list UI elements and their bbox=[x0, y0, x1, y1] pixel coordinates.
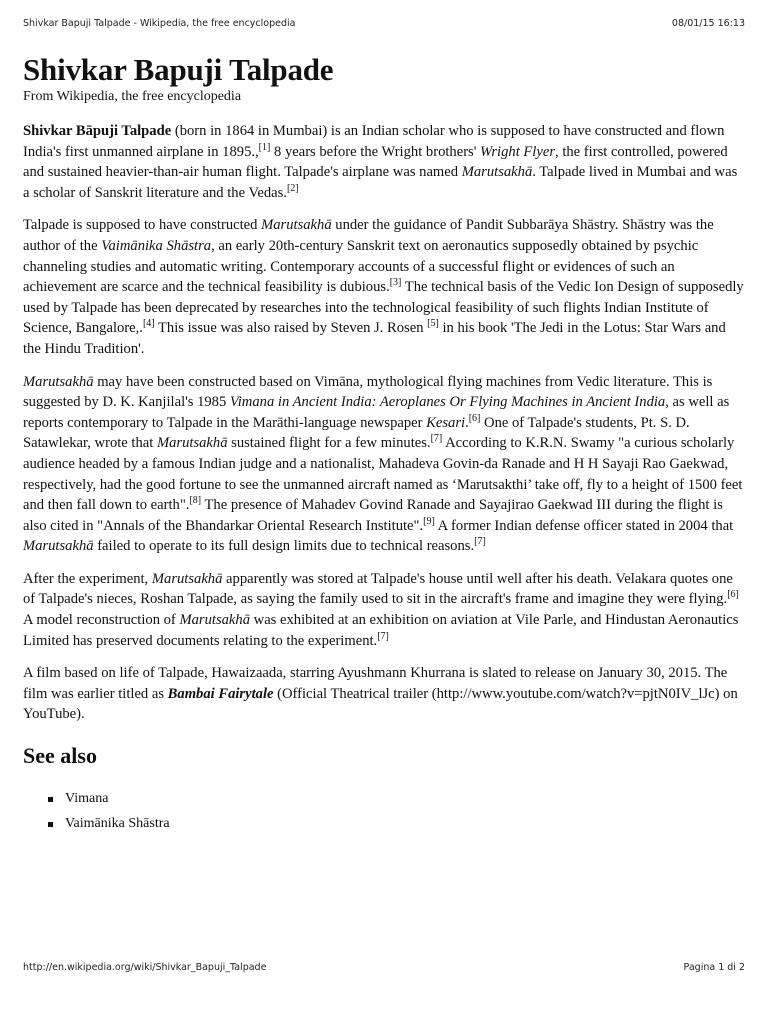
italic-marutsakha: Marutsakhā bbox=[179, 612, 250, 629]
italic-marutsakha: Marutsakhā bbox=[461, 164, 533, 181]
citation-9[interactable]: [9] bbox=[423, 515, 435, 527]
italic-marutsakha: Marutsakhā bbox=[151, 570, 223, 587]
text: A model reconstruction of bbox=[23, 612, 180, 629]
text: A film based on life of Talpade, Hawaizaada, starring Ayushmann Khurrana is slated to release on January 30, 2015. The film was earlier titled as bbox=[23, 665, 728, 702]
italic-book-title: Vimana in Ancient India: Aeroplanes Or Flying Machines in Ancient India bbox=[229, 394, 666, 411]
paragraph-after-experiment bbox=[23, 569, 745, 651]
text: apparently was stored at Talpade's house until well after his death. Velakara quotes one of Talpade's nieces, Roshan Talpade, as saying the family used to sit in the aircraft's frame and imagine they were flying. bbox=[23, 570, 733, 608]
text: sustained flight for a few minutes. bbox=[227, 435, 431, 452]
citation-6[interactable]: [6] bbox=[468, 412, 481, 424]
italic-marutsakha: Marutsakhā bbox=[23, 538, 94, 555]
text: A former Indian defense officer stated in 2004 that bbox=[434, 517, 734, 534]
bold-name: Shivkar Bāpuji Talpade bbox=[23, 123, 172, 139]
citation-4[interactable]: [4] bbox=[142, 318, 155, 330]
print-header-title: Shivkar Bapuji Talpade - Wikipedia, the free encyclopedia bbox=[23, 18, 296, 29]
text: One of Talpade's students, Pt. S. D. Satawlekar, wrote that bbox=[23, 414, 690, 452]
italic-marutsakha: Marutsakhā bbox=[261, 217, 332, 234]
page-subtitle: From Wikipedia, the free encyclopedia bbox=[23, 89, 242, 104]
paragraph-vimana bbox=[23, 372, 745, 557]
see-also-item-vaimanika-shastra[interactable]: Vaimānika Shāstra bbox=[44, 816, 745, 832]
text: According to K.R.N. Swamy "a curious scholarly audience headed by a famous Indian judge and a nationalist, Mahadeva Govin-da Ranade and H H Sayaji Rao Gaekwad, respectively, had the good fortune to see the unmanned aircraft named as ‘Marutsakthi’ take off, fly to a height of 1500 feet and then fall down to earth". bbox=[23, 435, 743, 514]
citation-6[interactable]: [6] bbox=[727, 589, 739, 601]
text: 8 years before the Wright brothers' bbox=[270, 143, 481, 160]
text: , an early 20th-century Sanskrit text on aeronautics supposedly obtained by psychic channeling studies and automatic writing. Contemporary accounts of a successful flight or evidences of such an achievement are scarce and the technical feasibility is dubious. bbox=[23, 237, 699, 296]
citation-7[interactable]: [7] bbox=[430, 433, 443, 445]
citation-7[interactable]: [7] bbox=[474, 536, 486, 548]
page-title: Shivkar Bapuji Talpade bbox=[23, 52, 334, 87]
article bbox=[23, 52, 745, 841]
print-footer-url: http://en.wikipedia.org/wiki/Shivkar_Bapuji_Talpade bbox=[23, 962, 267, 973]
text: was exhibited at an exhibition on aviation at Vile Parle, and Hindustan Aeronautics Limited has preserved documents relating to the experiment. bbox=[23, 612, 739, 649]
text: (born in 1864 in Mumbai) is an Indian scholar who is supposed to have constructed and flown India's first unmanned airplane in 1895., bbox=[23, 123, 725, 160]
link-kesari[interactable]: Kesari bbox=[426, 414, 466, 431]
text: (Official Theatrical trailer (http://www.youtube.com/watch?v=pjtN0IV_lJc) on YouTube). bbox=[23, 685, 738, 723]
text: The presence of Mahadev Govind Ranade and Sayajirao Gaekwad III during the flight is also cited in "Annals of the Bhandarkar Oriental Research Institute". bbox=[23, 497, 723, 534]
citation-3[interactable]: [3] bbox=[389, 277, 402, 289]
paragraph-intro bbox=[23, 121, 745, 203]
italic-marutsakha: Marutsakhā bbox=[156, 435, 228, 452]
link-wright-flyer[interactable]: Wright Flyer bbox=[480, 143, 556, 160]
text: may have been constructed based on Vimāna, mythological flying machines from Vedic literature. This is suggested by D. K. Kanjilal's 1985 bbox=[23, 373, 713, 411]
print-footer-page: Pagina 1 di 2 bbox=[683, 962, 745, 973]
citation-2[interactable]: [2] bbox=[286, 182, 299, 194]
bold-italic-film-title: Bambai Fairytale bbox=[167, 685, 274, 702]
text: The technical basis of the Vedic Ion Design of supposedly used by Talpade has been deprecated by researches into the technological feasibility of such flights Indian Institute of Science, Bangalore,. bbox=[23, 279, 744, 337]
citation-1[interactable]: [1] bbox=[258, 141, 271, 153]
italic-marutsakha: Marutsakhā bbox=[23, 373, 94, 390]
text: Talpade is supposed to have constructed bbox=[23, 217, 262, 234]
citation-8[interactable]: [8] bbox=[189, 495, 202, 507]
citation-7[interactable]: [7] bbox=[377, 630, 389, 642]
text: , as well as reports contemporary to Talpade in the Marāthi-language newspaper bbox=[23, 394, 730, 431]
text: in his book 'The Jedi in the Lotus: Star Wars and the Hindu Tradition'. bbox=[23, 320, 726, 357]
text: . bbox=[465, 414, 469, 431]
see-also-heading: See also bbox=[23, 743, 97, 769]
text: , the first controlled, powered and sustained heavier-than-air human flight. Talpade's airplane was named bbox=[23, 143, 728, 181]
text: under the guidance of Pandit Subbarāya Shāstry. Shāstry was the author of the bbox=[23, 217, 714, 254]
paragraph-construction bbox=[23, 215, 745, 359]
see-also-list bbox=[23, 791, 745, 832]
text: This issue was also raised by Steven J. Rosen bbox=[154, 320, 428, 337]
text: After the experiment, bbox=[23, 570, 152, 587]
citation-5[interactable]: [5] bbox=[427, 318, 439, 330]
print-footer bbox=[23, 962, 745, 973]
text: failed to operate to its full design limits due to technical reasons. bbox=[93, 538, 475, 555]
text: . Talpade lived in Mumbai and was a scholar of Sanskrit literature and the Vedas. bbox=[23, 164, 738, 201]
print-header-datetime: 08/01/15 16:13 bbox=[671, 18, 745, 29]
see-also-item-vimana[interactable]: Vimana bbox=[44, 791, 745, 807]
paragraph-film bbox=[23, 663, 745, 725]
print-header bbox=[23, 18, 745, 29]
link-vaimanika-shastra[interactable]: Vaimānika Shāstra bbox=[101, 237, 212, 254]
